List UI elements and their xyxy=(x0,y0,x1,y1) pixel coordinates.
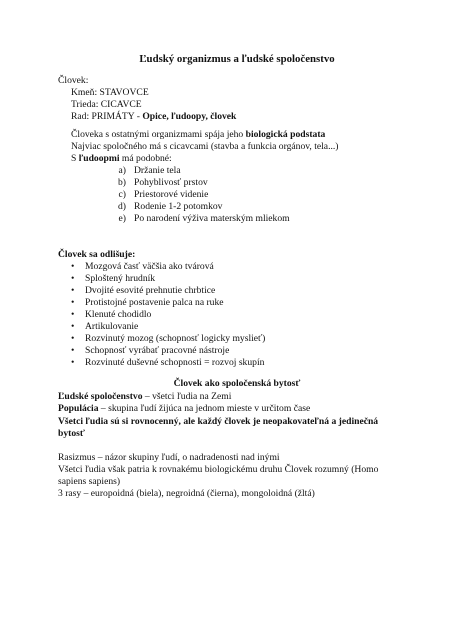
populacia-text: – skupina ľudí žijúca na jednom mieste v určitom čase xyxy=(98,403,311,414)
bullet-icon: • xyxy=(71,357,75,368)
similar-item xyxy=(112,189,208,201)
populacia-line xyxy=(58,403,310,415)
similar-item-text: Po narodení výživa materským mliekom xyxy=(134,213,290,224)
bullet-icon: • xyxy=(71,333,75,344)
ludoopmi-bold: ľudoopmi xyxy=(78,153,120,164)
kmen-line xyxy=(71,87,149,99)
bio-text: Človeka s ostatnými organizmami spája jeho xyxy=(71,129,246,140)
difference-item xyxy=(71,261,214,273)
similar-item xyxy=(112,213,290,225)
rad-value: PRIMÁTY - xyxy=(91,111,143,122)
difference-item xyxy=(71,321,138,333)
similar-item-text: Priestorové videnie xyxy=(134,189,209,200)
difference-item xyxy=(71,333,265,345)
difference-text: Rozvinutý mozog (schopnosť logicky myslieť) xyxy=(85,333,266,344)
rovnocenny-line-2 xyxy=(58,428,85,440)
odlisuje-heading-text: Človek sa odlišuje: xyxy=(58,249,136,260)
rovnocenny-line-1 xyxy=(58,416,378,428)
bullet-icon: • xyxy=(71,321,75,332)
difference-text: Rozvinuté duševné schopnosti = rozvoj skupín xyxy=(85,357,265,368)
rad-line xyxy=(71,111,236,123)
ludoopmi-line xyxy=(71,153,172,165)
difference-text: Dvojité esovité prehnutie chrbtice xyxy=(85,285,216,296)
similar-item-label: a) xyxy=(118,165,126,176)
bullet-icon: • xyxy=(71,273,75,284)
kmen-value: STAVOVCE xyxy=(99,87,149,98)
ludoopmi-post: má podobné: xyxy=(119,153,172,164)
bullet-icon: • xyxy=(71,345,75,356)
difference-item xyxy=(71,357,264,369)
difference-item xyxy=(71,297,224,309)
populacia-bold: Populácia xyxy=(58,403,99,414)
rovnocenny-bold-1: Všetci ľudia sú si rovnocenný, ale každý človek je neopakovateľná a jedinečná xyxy=(58,416,379,427)
trieda-label: Trieda: xyxy=(71,99,101,110)
bio-bold: biologická podstata xyxy=(245,129,326,140)
rad-bold: Opice, ľudoopy, človek xyxy=(142,111,237,122)
similar-item-label: b) xyxy=(118,177,126,188)
rasy-line: 3 rasy – europoidná (biela), negroidná (čierna), mongoloidná (žltá) xyxy=(58,488,315,499)
druh-line-1: Všetci ľudia však patria k rovnakému biologickému druhu Človek rozumný (Homo xyxy=(58,464,379,475)
rad-label: Rad: xyxy=(71,111,92,122)
bio-line xyxy=(71,129,325,141)
difference-text: Mozgová časť väčšia ako tvárová xyxy=(85,261,214,272)
spolocenska-heading-text: Človek ako spoločenská bytosť xyxy=(173,378,301,389)
similar-item-text: Držanie tela xyxy=(134,165,181,176)
spolocenstvo-text: – všetci ľudia na Zemi xyxy=(142,391,232,402)
difference-text: Artikulovanie xyxy=(85,321,139,332)
kmen-label: Kmeň: xyxy=(71,87,100,98)
similar-item xyxy=(112,165,181,177)
bullet-icon: • xyxy=(71,309,75,320)
cicavce-line: Najviac spoločného má s cicavcami (stavba a funkcia orgánov, tela...) xyxy=(71,141,339,152)
druh-line-2: sapiens sapiens) xyxy=(58,476,121,487)
spolocenska-heading xyxy=(0,378,474,390)
spolocenstvo-line xyxy=(58,391,231,403)
difference-item xyxy=(71,345,229,357)
rasizmus-line: Rasizmus – názor skupiny ľudí, o nadradenosti nad inými xyxy=(58,452,280,463)
difference-item xyxy=(71,309,151,321)
bullet-icon: • xyxy=(71,285,75,296)
similar-item-text: Rodenie 1-2 potomkov xyxy=(134,201,223,212)
similar-item-label: e) xyxy=(118,213,126,224)
rovnocenny-bold-2: bytosť xyxy=(58,428,85,439)
difference-text: Schopnosť vyrábať pracovné nástroje xyxy=(85,345,230,356)
difference-text: Protistojné postavenie palca na ruke xyxy=(85,297,224,308)
similar-item xyxy=(112,201,222,213)
difference-text: Klenuté chodidlo xyxy=(85,309,152,320)
difference-text: Sploštený hrudník xyxy=(85,273,156,284)
similar-item xyxy=(112,177,208,189)
similar-item-label: c) xyxy=(118,189,126,200)
difference-item xyxy=(71,285,215,297)
spolocenstvo-bold: Ľudské spoločenstvo xyxy=(58,391,143,402)
similar-item-text: Pohyblivosť prstov xyxy=(134,177,208,188)
similar-item-label: d) xyxy=(118,201,126,212)
clovek-heading: Človek: xyxy=(58,75,89,86)
ludoopmi-pre: S xyxy=(71,153,79,164)
document-title: Ľudský organizmus a ľudské spoločenstvo xyxy=(139,53,335,65)
bullet-icon: • xyxy=(71,297,75,308)
odlisuje-heading xyxy=(58,249,135,261)
difference-item xyxy=(71,273,155,285)
trieda-value: CICAVCE xyxy=(100,99,142,110)
trieda-line xyxy=(71,99,142,111)
bullet-icon: • xyxy=(71,261,75,272)
